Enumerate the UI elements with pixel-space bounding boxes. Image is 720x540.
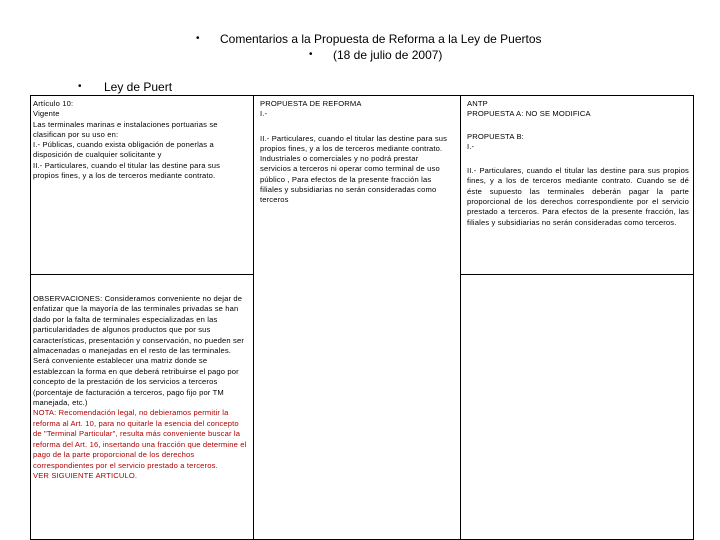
vigente-cell [33,99,248,181]
antp-item-2: II.- Particulares, cuando el titular las destine para sus propios fines, y a los de terceros mediante contrato. Cuando se dé éste supuesto las terminales deberán pagar la parte proporcional de los derechos correspondiente por el servicio prestado a terceros. Para efectos de la presente fracción, las filiales y subsidiarias no serán consideradas como terceros. [467,166,689,227]
antp-item-1: I.- [467,141,475,151]
column-divider [253,96,254,539]
antp-cell [467,99,689,228]
vigente-line: Las terminales marinas e instalaciones portuarias se clasifican por su uso en: [33,119,218,139]
vigente-line: II.- Particulares, cuando el titular las destine para sus propios fines, y a los de terceros mediante contrato. [33,160,221,181]
nota-text: NOTA: Recomendación legal, no debieramos permitir la reforma al Art. 10, para no quitarle la esencia del concepto de "Terminal Particular", resulta más conveniente buscar la reforma del Art. 16, insertando una fracción que determine el pago de la parte proporcional de los derechos correspondientes por el servicio prestado a terceros. [33,408,247,470]
propuesta-title: PROPUESTA DE REFORMA [260,99,362,108]
propuesta-item-2: II.- Particulares, cuando el titular las destine para sus propios fines, y a los de terceros mediante contrato. Industriales o comerciales y no podrá prestar servicios a terceros ni operar como terminal de uso público , Para efectos de la presente fracción las filiales y subsidiarias no serán consideradas como terceros [260,133,448,205]
date-bullet: • [309,49,313,60]
row-divider [460,274,694,275]
row-divider [31,274,253,275]
page-date: (18 de julio de 2007) [333,48,443,62]
article-title: Artículo 10: [33,99,74,108]
vigente-line: I.- Públicas, cuando exista obligación de ponerlas a disposición de cualquier solicitante y [33,140,214,160]
page-title: Comentarios a la Propuesta de Reforma a la Ley de Puertos [220,32,542,46]
propuesta-cell [260,99,450,206]
title-bullet: • [196,33,200,44]
column-divider [460,96,461,539]
vigente-label: Vigente [33,109,60,119]
antp-propuesta-b: PROPUESTA B: [467,131,524,141]
observaciones-text: OBSERVACIONES: Consideramos conveniente no dejar de enfatizar que la mayoría de las terminales privadas se han dado por la falta de terminales especializadas en las particularidades de algunos productos que por sus características, presentación y conservación, no pueden ser almacenadas o manejadas en el resto de las terminales. Será conveniente establecer una matriz donde se establezcan la forma en que deberá retribuirse el pago por concepto de la prestación de los servicios a terceros (porcentaje de facturación a terceros, pago fijo por TM manejada, etc.) [33,294,245,408]
antp-status: PROPUESTA A: NO SE MODIFICA [467,109,591,119]
observaciones-cell [33,294,248,481]
propuesta-item-1: I.- [260,109,268,119]
section-bullet: • [78,81,82,92]
ver-siguiente: VER SIGUIENTE ARTICULO. [33,470,138,480]
section-title: Ley de Puert [104,80,173,94]
antp-title: ANTP [467,99,488,108]
comparison-table [30,95,694,540]
